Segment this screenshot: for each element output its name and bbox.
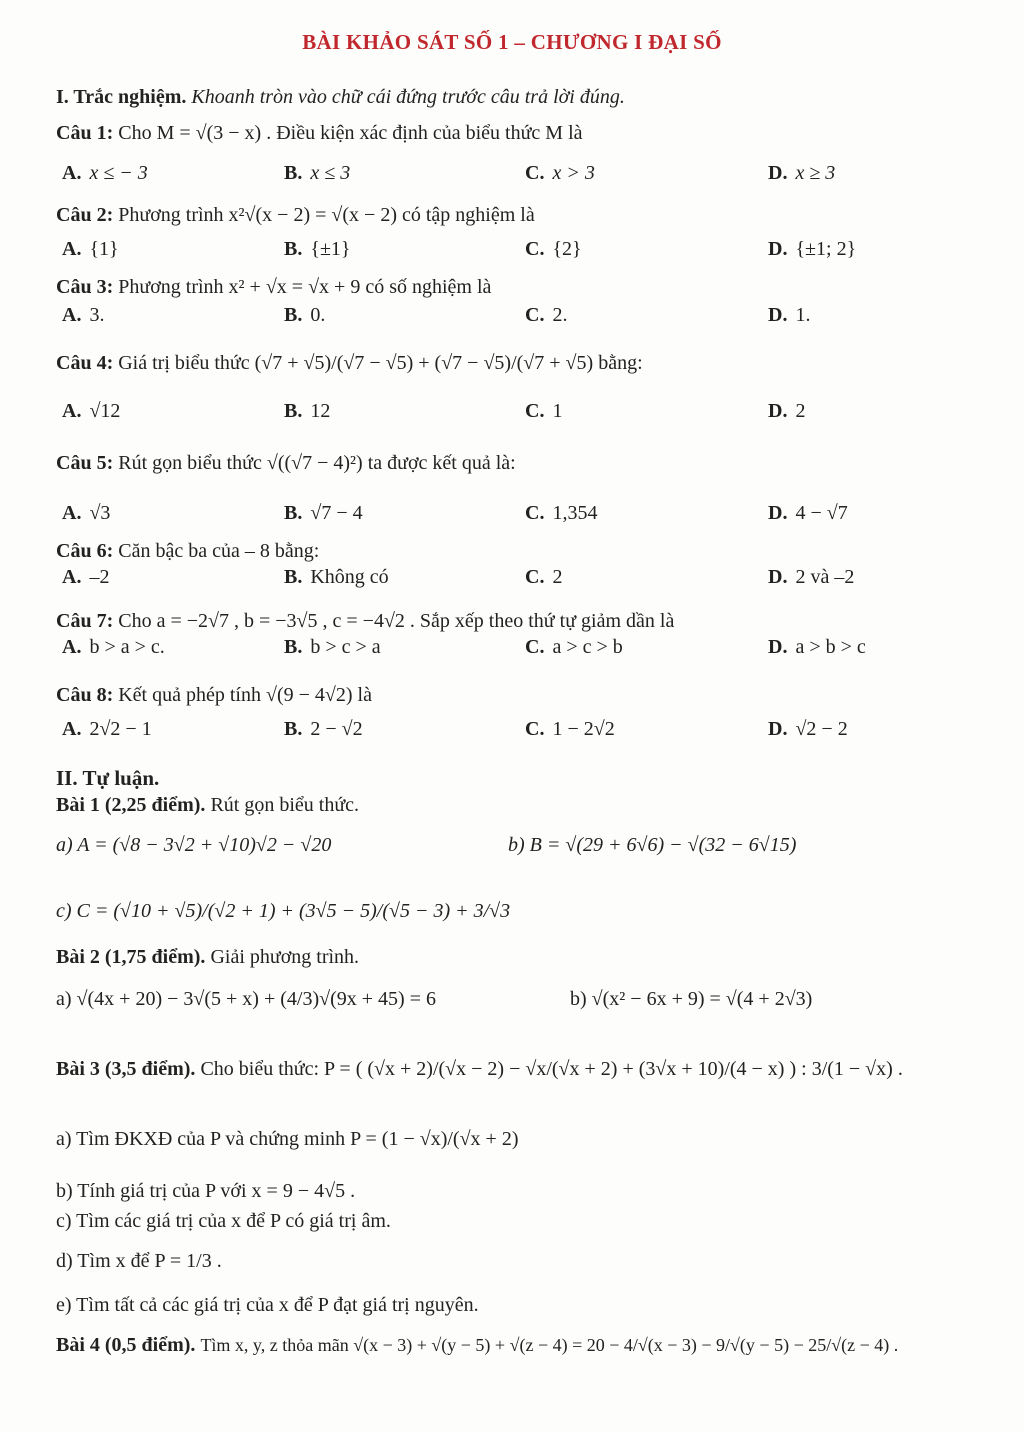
question-label: Câu 4: (56, 352, 114, 374)
part1-heading: I. Trắc nghiệm. (56, 86, 187, 108)
part1-instruction: Khoanh tròn vào chữ cái đứng trước câu trả lời đúng. (191, 86, 625, 108)
option-d[interactable]: D. 2 (768, 400, 806, 422)
option-c[interactable]: C. 2 (525, 566, 563, 588)
option-c[interactable]: C. a > c > b (525, 636, 623, 658)
question-7 (56, 610, 674, 633)
option-a[interactable]: A. √3 (62, 502, 111, 524)
question-label: Câu 3: (56, 276, 114, 298)
bai1-c: c) C = (√10 + √5)/(√2 + 1) + (3√5 − 5)/(√5 − 3) + 3/√3 (56, 900, 511, 922)
option-a[interactable]: A. –2 (62, 566, 110, 588)
part1-header (56, 86, 625, 109)
question-2 (56, 204, 535, 227)
question-label: Câu 7: (56, 610, 114, 632)
option-d[interactable]: D. {±1; 2} (768, 238, 857, 260)
bai2-header (56, 946, 359, 969)
option-a[interactable]: A. 2√2 − 1 (62, 718, 152, 740)
option-c[interactable]: C. x > 3 (525, 162, 595, 184)
question-1 (56, 122, 583, 145)
option-d[interactable]: D. 4 − √7 (768, 502, 848, 524)
question-label: Câu 6: (56, 540, 114, 562)
bai2-a: a) √(4x + 20) − 3√(5 + x) + (4/3)√(9x + 45) = 6 (56, 988, 436, 1010)
question-3 (56, 276, 491, 299)
bai1-text: Rút gọn biểu thức. (210, 794, 360, 816)
bai2-text: Giải phương trình. (210, 946, 360, 968)
option-d[interactable]: D. √2 − 2 (768, 718, 848, 740)
option-d[interactable]: D. 1. (768, 304, 811, 326)
option-a[interactable]: A. 3. (62, 304, 105, 326)
bai2-label: Bài 2 (1,75 điểm). (56, 946, 206, 968)
question-text: Phương trình x²√(x − 2) = √(x − 2) có tập nghiệm là (118, 204, 535, 226)
option-b[interactable]: B. 2 − √2 (284, 718, 363, 740)
question-8 (56, 684, 372, 707)
option-d[interactable]: D. x ≥ 3 (768, 162, 836, 184)
bai3-b: b) Tính giá trị của P với x = 9 − 4√5 . (56, 1180, 356, 1202)
bai3-label: Bài 3 (3,5 điểm). (56, 1058, 196, 1080)
option-b[interactable]: B. Không có (284, 566, 389, 588)
option-b[interactable]: B. b > c > a (284, 636, 381, 658)
bai3-header (56, 1058, 903, 1081)
bai1-header (56, 794, 359, 817)
question-label: Câu 2: (56, 204, 114, 226)
bai4-line (56, 1334, 898, 1357)
option-b[interactable]: B. 0. (284, 304, 326, 326)
bai3-a: a) Tìm ĐKXĐ của P và chứng minh P = (1 − √x)/(√x + 2) (56, 1128, 519, 1150)
question-text: Rút gọn biểu thức √((√7 − 4)²) ta được kết quả là: (118, 452, 516, 474)
question-label: Câu 5: (56, 452, 114, 474)
question-text: Căn bậc ba của – 8 bằng: (118, 540, 320, 562)
option-a[interactable]: A. √12 (62, 400, 121, 422)
bai3-d: d) Tìm x để P = 1/3 . (56, 1250, 222, 1272)
option-a[interactable]: A. b > a > c. (62, 636, 165, 658)
bai3-c: c) Tìm các giá trị của x để P có giá trị âm. (56, 1210, 391, 1232)
bai3-text: Cho biểu thức: P = ( (√x + 2)/(√x − 2) − √x/(√x + 2) + (3√x + 10)/(4 − x) ) : 3/(1 − √x) . (200, 1058, 903, 1080)
bai1-a: a) A = (√8 − 3√2 + √10)√2 − √20 (56, 834, 332, 856)
option-b[interactable]: B. x ≤ 3 (284, 162, 351, 184)
option-b[interactable]: B. 12 (284, 400, 331, 422)
question-text: Cho a = −2√7 , b = −3√5 , c = −4√2 . Sắp xếp theo thứ tự giảm dần là (118, 610, 675, 632)
option-b[interactable]: B. √7 − 4 (284, 502, 363, 524)
page-title: BÀI KHẢO SÁT SỐ 1 – CHƯƠNG I ĐẠI SỐ (302, 30, 722, 54)
bai4-text: Tìm x, y, z thỏa mãn √(x − 3) + √(y − 5) + √(z − 4) = 20 − 4/√(x − 3) − 9/√(y − 5) − 25/√(z − 4) . (200, 1335, 899, 1355)
question-label: Câu 8: (56, 684, 114, 706)
question-4 (56, 352, 643, 375)
question-text: Cho M = √(3 − x) . Điều kiện xác định của biểu thức M là (118, 122, 583, 144)
question-text: Phương trình x² + √x = √x + 9 có số nghiệm là (118, 276, 492, 298)
option-c[interactable]: C. 1 − 2√2 (525, 718, 615, 740)
question-label: Câu 1: (56, 122, 114, 144)
option-d[interactable]: D. a > b > c (768, 636, 866, 658)
bai1-b: b) B = √(29 + 6√6) − √(32 − 6√15) (508, 834, 797, 856)
option-c[interactable]: C. {2} (525, 238, 582, 260)
option-c[interactable]: C. 1,354 (525, 502, 598, 524)
part2-heading: II. Tự luận. (56, 766, 160, 790)
question-text: Kết quả phép tính √(9 − 4√2) là (118, 684, 372, 706)
question-6 (56, 540, 319, 563)
bai1-label: Bài 1 (2,25 điểm). (56, 794, 206, 816)
question-5 (56, 452, 516, 475)
bai2-b: b) √(x² − 6x + 9) = √(4 + 2√3) (570, 988, 813, 1010)
question-text: Giá trị biểu thức (√7 + √5)/(√7 − √5) + (√7 − √5)/(√7 + √5) bằng: (118, 352, 643, 374)
option-b[interactable]: B. {±1} (284, 238, 351, 260)
option-c[interactable]: C. 2. (525, 304, 568, 326)
option-c[interactable]: C. 1 (525, 400, 563, 422)
bai3-e: e) Tìm tất cả các giá trị của x để P đạt giá trị nguyên. (56, 1294, 479, 1316)
bai4-label: Bài 4 (0,5 điểm). (56, 1334, 196, 1356)
option-d[interactable]: D. 2 và –2 (768, 566, 855, 588)
option-a[interactable]: A. x ≤ − 3 (62, 162, 148, 184)
option-a[interactable]: A. {1} (62, 238, 119, 260)
